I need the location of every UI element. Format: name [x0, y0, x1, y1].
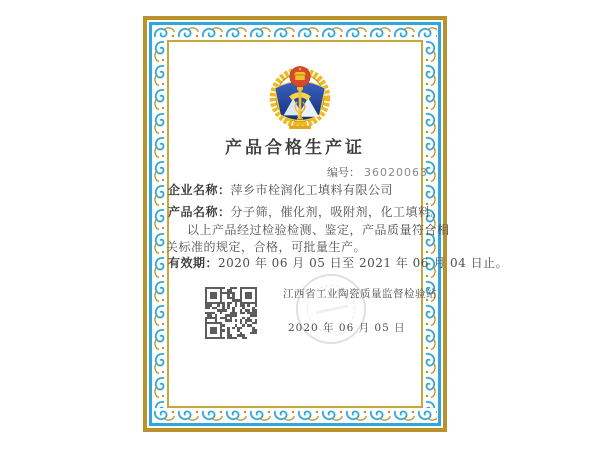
serial-label: 编号： — [327, 166, 360, 179]
validity-value: 2020 年 06 月 05 日至 2021 年 06 月 04 日止。 — [218, 256, 509, 270]
issue-date: 2020 年 06 月 05 日 — [288, 322, 406, 334]
validity-row — [168, 254, 508, 271]
validity-label: 有效期： — [168, 256, 219, 270]
product-name-row — [168, 203, 443, 220]
statement-line-2: 关标准的规定，合格，可批量生产。 — [166, 240, 367, 254]
company-name-row — [168, 181, 393, 198]
product-name-value: 分子筛，催化剂，吸附剂，化工填料。 — [230, 205, 444, 219]
company-name-label: 企业名称： — [168, 183, 231, 197]
ornament-border-left — [153, 40, 167, 408]
statement-line-1: 以上产品经过检验检测、鉴定，产品质量符合相 — [187, 223, 450, 237]
product-name-label: 产品名称： — [168, 205, 231, 219]
qr-code — [205, 287, 257, 339]
ornament-border-top — [153, 26, 437, 40]
serial-value: 36020063 — [364, 166, 428, 179]
certificate-title: 产品合格生产证 — [225, 138, 365, 158]
issuer-name: 江西省工业陶瓷质量监督检验站 — [283, 288, 437, 300]
ornament-border-bottom — [153, 408, 437, 422]
quality-supervision-badge-icon — [266, 59, 334, 131]
serial-number-row — [327, 164, 428, 180]
company-name-value: 萍乡市栓润化工填料有限公司 — [230, 183, 394, 197]
